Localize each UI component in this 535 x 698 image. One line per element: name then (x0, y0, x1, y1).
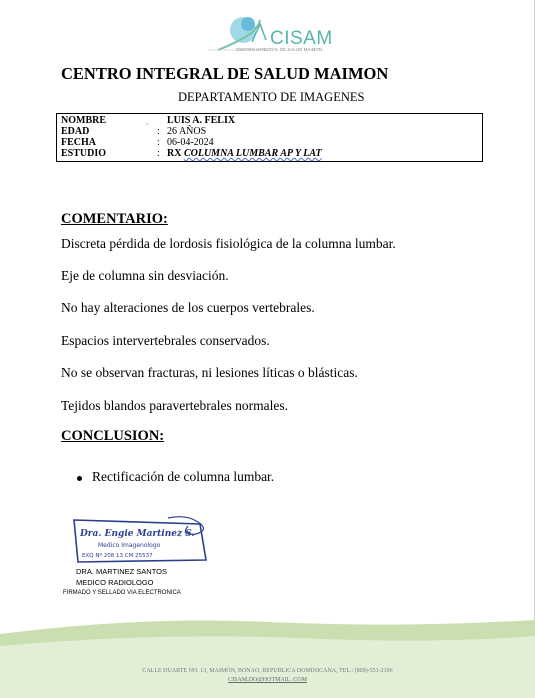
field-separator: : (157, 148, 160, 159)
patient-info-box (56, 113, 483, 162)
field-separator: : (157, 126, 160, 137)
study-date-value: 06-04-2024 (167, 137, 214, 148)
finding-line: Eje de columna sin desviación. (61, 268, 229, 283)
stamp-exq: EXQ Nº 208 13 CM 25537 (82, 553, 153, 559)
logo-wordmark: CISAM (270, 28, 333, 49)
field-separator: : (157, 137, 160, 148)
finding-line: Espacios intervertebrales conservados. (61, 333, 270, 348)
stamp-role: Medico Imagenologo (98, 542, 161, 549)
signer-role: MEDICO RADIOLOGO (76, 578, 154, 587)
conclusion-heading: CONCLUSION: (61, 428, 165, 444)
study-description: COLUMNA LUMBAR AP Y LAT (183, 148, 322, 159)
field-label: NOMBRE (61, 115, 106, 126)
conclusion-item: Rectificación de columna lumbar. (92, 469, 275, 484)
finding-line: No hay alteraciones de los cuerpos vertebrales. (61, 300, 315, 315)
patient-name-value: LUIS A. FELIX (167, 115, 236, 126)
department-name: DEPARTAMENTO DE IMAGENES (178, 90, 365, 104)
signature-note: FIRMADO Y SELLADO VIA ELECTRONICA (63, 590, 181, 596)
finding-line: Discreta pérdida de lordosis fisiológica de la columna lumbar. (61, 236, 396, 251)
signature-stamp-icon (68, 516, 213, 568)
study-prefix: RX (167, 148, 184, 159)
finding-line: No se observan fracturas, ni lesiones líticas o blásticas. (61, 365, 358, 380)
study-type-value (167, 148, 322, 159)
finding-line: Tejidos blandos paravertebrales normales. (61, 398, 288, 413)
field-label: ESTUDIO (61, 148, 107, 159)
footer-address: CALLE DUARTE NO. 13, MAIMÓN, BONAO, REPUBLICA DOMINICANA, TEL.: (809)-551-2196 (142, 668, 393, 674)
signer-name: DRA. MARTINEZ SANTOS (76, 567, 167, 576)
footer-wave-decoration (0, 612, 535, 698)
document-title: CENTRO INTEGRAL DE SALUD MAIMON (61, 64, 389, 83)
spellcheck-marker-icon: ، (146, 119, 149, 127)
field-label: FECHA (61, 137, 96, 148)
field-label: EDAD (61, 126, 90, 137)
bullet-icon (77, 476, 82, 481)
comentario-heading: COMENTARIO: (61, 211, 168, 227)
footer-email[interactable]: CISAM.DO@HOTMAIL .COM (228, 677, 307, 683)
stamp-name: Dra. Engie Martinez S. (80, 529, 195, 539)
logo-tagline: CENTRO INTEGRAL DE SALUD MAIMON (236, 47, 323, 52)
patient-age-value: 26 AÑOS (167, 126, 207, 137)
